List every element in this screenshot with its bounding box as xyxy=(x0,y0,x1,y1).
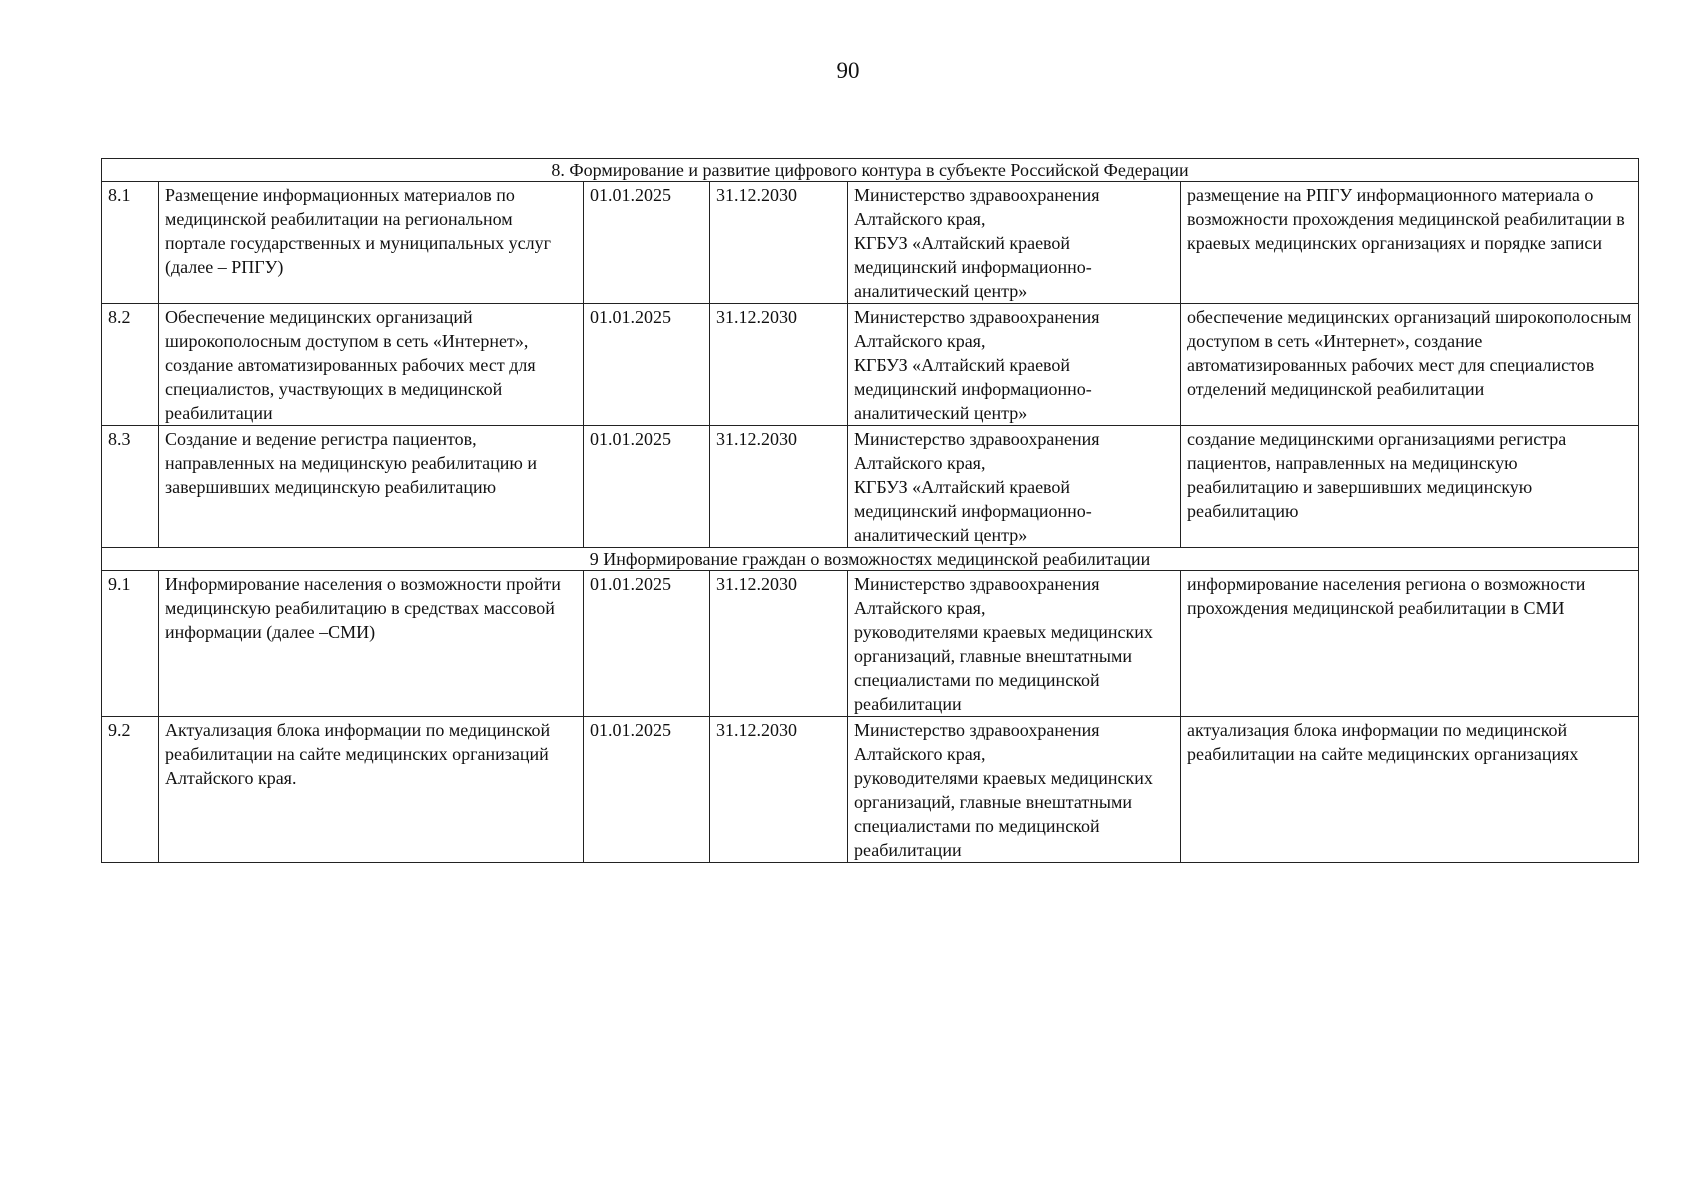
table-row xyxy=(102,571,1639,717)
row-number: 8.3 xyxy=(102,426,159,548)
section-header-row xyxy=(102,548,1639,571)
start-date: 01.01.2025 xyxy=(584,571,710,717)
expected-result: актуализация блока информации по медицинской реабилитации на сайте медицинских организациях xyxy=(1181,717,1639,863)
expected-result: обеспечение медицинских организаций широкополосным доступом в сеть «Интернет», создание автоматизированных рабочих мест для специалистов отделений медицинской реабилитации xyxy=(1181,304,1639,426)
row-number: 9.1 xyxy=(102,571,159,717)
row-number: 8.1 xyxy=(102,182,159,304)
end-date: 31.12.2030 xyxy=(710,571,848,717)
responsible: Министерство здравоохранения Алтайского края, КГБУЗ «Алтайский краевой медицинский информационно-аналитический центр» xyxy=(848,304,1181,426)
table-row xyxy=(102,717,1639,863)
activity-name: Актуализация блока информации по медицинской реабилитации на сайте медицинских организаций Алтайского края. xyxy=(159,717,584,863)
responsible: Министерство здравоохранения Алтайского края, КГБУЗ «Алтайский краевой медицинский информационно-аналитический центр» xyxy=(848,426,1181,548)
end-date: 31.12.2030 xyxy=(710,304,848,426)
start-date: 01.01.2025 xyxy=(584,304,710,426)
end-date: 31.12.2030 xyxy=(710,717,848,863)
section-title: 9 Информирование граждан о возможностях медицинской реабилитации xyxy=(102,548,1639,571)
expected-result: размещение на РПГУ информационного материала о возможности прохождения медицинской реабилитации в краевых медицинских организациях и порядке записи xyxy=(1181,182,1639,304)
table-row xyxy=(102,182,1639,304)
activity-name: Обеспечение медицинских организаций широкополосным доступом в сеть «Интернет», создание автоматизированных рабочих мест для специалистов, участвующих в медицинской реабилитации xyxy=(159,304,584,426)
expected-result: информирование населения региона о возможности прохождения медицинской реабилитации в СМИ xyxy=(1181,571,1639,717)
activity-name: Информирование населения о возможности пройти медицинскую реабилитацию в средствах массовой информации (далее –СМИ) xyxy=(159,571,584,717)
activity-plan-table xyxy=(101,158,1639,863)
table-row xyxy=(102,304,1639,426)
responsible: Министерство здравоохранения Алтайского края, руководителями краевых медицинских организаций, главные внештатными специалистами по медицинской реабилитации xyxy=(848,571,1181,717)
activity-name: Создание и ведение регистра пациентов, направленных на медицинскую реабилитацию и завершивших медицинскую реабилитацию xyxy=(159,426,584,548)
section-header-row xyxy=(102,159,1639,182)
section-title: 8. Формирование и развитие цифрового контура в субъекте Российской Федерации xyxy=(102,159,1639,182)
row-number: 9.2 xyxy=(102,717,159,863)
page-number: 90 xyxy=(836,58,860,83)
start-date: 01.01.2025 xyxy=(584,717,710,863)
table-row xyxy=(102,426,1639,548)
end-date: 31.12.2030 xyxy=(710,426,848,548)
start-date: 01.01.2025 xyxy=(584,426,710,548)
expected-result: создание медицинскими организациями регистра пациентов, направленных на медицинскую реабилитацию и завершивших медицинскую реабилитацию xyxy=(1181,426,1639,548)
responsible: Министерство здравоохранения Алтайского края, КГБУЗ «Алтайский краевой медицинский информационно-аналитический центр» xyxy=(848,182,1181,304)
responsible: Министерство здравоохранения Алтайского края, руководителями краевых медицинских организаций, главные внештатными специалистами по медицинской реабилитации xyxy=(848,717,1181,863)
row-number: 8.2 xyxy=(102,304,159,426)
activity-name: Размещение информационных материалов по медицинской реабилитации на региональном портале государственных и муниципальных услуг (далее – РПГУ) xyxy=(159,182,584,304)
start-date: 01.01.2025 xyxy=(584,182,710,304)
end-date: 31.12.2030 xyxy=(710,182,848,304)
